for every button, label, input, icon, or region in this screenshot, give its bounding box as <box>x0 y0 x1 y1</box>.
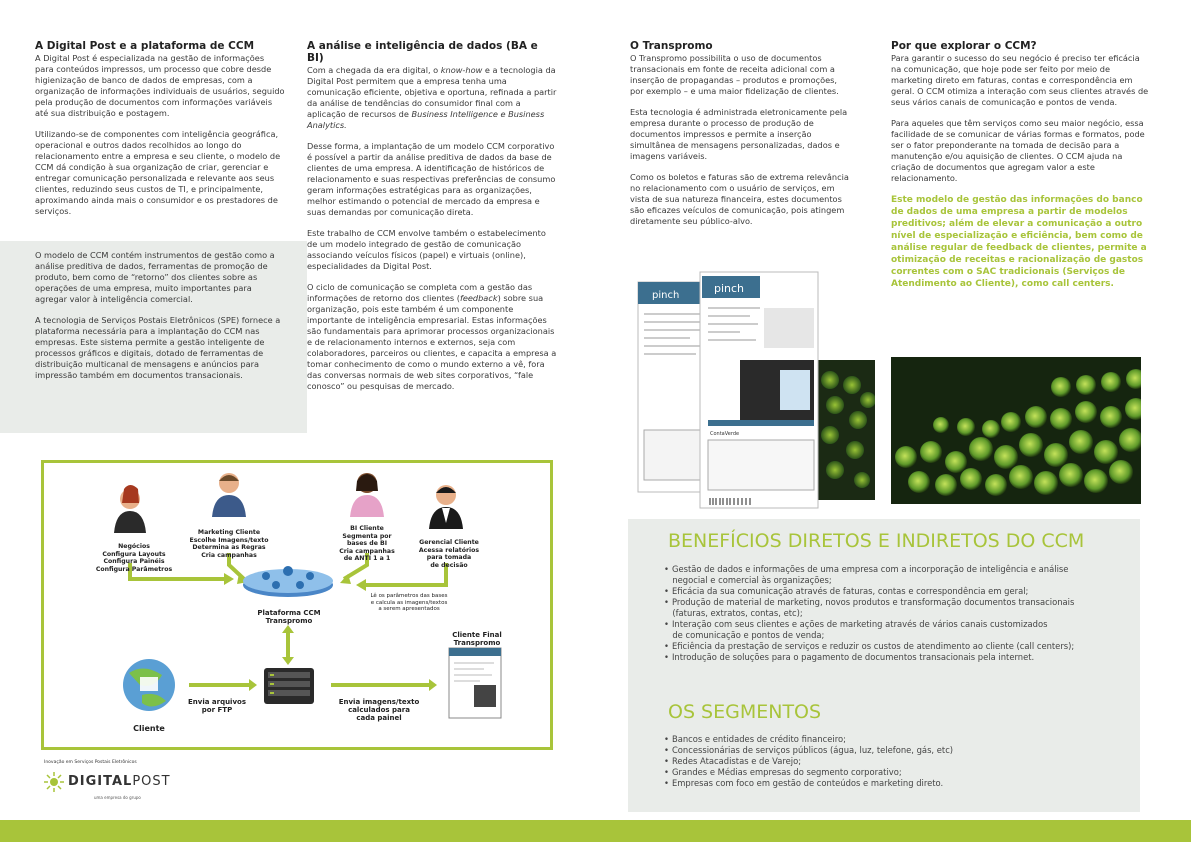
list-item: • Grandes e Médias empresas do segmento corporativo; <box>664 767 902 777</box>
segments-title: OS SEGMENTOS <box>668 701 822 723</box>
paragraph: Para aqueles que têm serviços como seu maior negócio, essa facilidade de se comunicar de várias formas e formatos, pode ser o fator preponderante na tomada de decisão para a manutenção e/ou aquisição de clientes. O CCM ajuda na criação de documentos que agregam valor a este relacionamento. <box>891 118 1145 183</box>
paragraph <box>307 65 557 131</box>
logo-wordmark <box>68 774 171 789</box>
benefits-panel <box>628 519 1140 812</box>
ccm-flow-diagram <box>41 460 553 750</box>
platform-label: Plataforma CCM Transpromo <box>257 609 321 625</box>
benefits-title: BENEFÍCIOS DIRETOS E INDIRETOS DO CCM <box>668 530 1085 552</box>
column-transpromo <box>630 40 850 237</box>
platform-hub-icon <box>243 566 333 597</box>
list-item: • Redes Atacadistas e de Varejo; <box>664 756 802 766</box>
column-ba-bi <box>307 40 557 402</box>
logo-text: POST <box>132 774 171 789</box>
paragraph: A Digital Post é especializada na gestão de informações para conteúdos impressos, um processo que cobre desde higienização de banco de dados de empresas, com a organização de informações individuais de usuários, seguido pela produção de documentos com informações variáveis até sua distribuição e postagem. <box>35 53 285 118</box>
list-item: • Concessionárias de serviços públicos (água, luz, telefone, gás, etc) <box>664 745 954 755</box>
list-item: • Bancos e entidades de crédito financeiro; <box>664 734 846 744</box>
list-item: • Eficiência da prestação de serviços e reduzir os custos de atendimento ao cliente (call centers); <box>664 641 1075 651</box>
list-item: • Gestão de dados e informações de uma empresa com a incorporação de inteligência e análise <box>664 564 1069 574</box>
digital-post-logo <box>44 760 174 808</box>
sun-icon <box>44 772 64 792</box>
benefits-list <box>664 564 1104 663</box>
footer-bar <box>0 820 1191 842</box>
list-item: • Interação com seus clientes e ações de marketing através de vários canais customizados <box>664 619 1048 629</box>
text-italic: feedback <box>459 293 498 303</box>
logo-tagline: Inovação em Serviços Postais Eletrônicos <box>44 760 137 765</box>
list-item: • Empresas com foco em gestão de conteúdos e marketing direto. <box>664 778 944 788</box>
highlight-paragraph: Este modelo de gestão das informações do banco de dados de uma empresa a partir de modelos preditivos; além de elevar a comunicação a outro nível de especialização e eficiência, bem como de análise regular de feedback de clientes, permite a otimização de receitas e racionalização de gastos correntes com o SAC tradicionais (Serviços de Atendimento ao Cliente), como call centers. <box>891 195 1147 289</box>
marketing-person-icon <box>212 473 246 517</box>
text: e a tecnologia da Digital Post permitem que a empresa tenha uma comunicação eficiente, objetiva e oportuna, refinada a partir da análise de tendências do consumidor final com a aplicação de recursos de <box>307 65 557 119</box>
list-item: • Produção de material de marketing, novos produtos e transformação documentos transacionais <box>664 597 1075 607</box>
rule-note-label: Lê os parâmetros das bases e calcula as imagens/textos a serem apresentados <box>370 593 448 612</box>
section-title: Por que explorar o CCM? <box>891 40 1037 52</box>
section-title: A análise e inteligência de dados (BA e BI) <box>307 40 538 64</box>
paragraph: A tecnologia de Serviços Postais Eletrônicos (SPE) fornece a plataforma necessária para a implantação do CCM nas empresas. Este sistema permite a gestão inteligente de processos gráficos e digitais, dotado de ferramentas de distribuição multicanal de mensagens e anúncios para impressão também em documentos transacionais. <box>35 315 281 380</box>
manager-person-icon <box>429 485 463 529</box>
paragraph: Para garantir o sucesso do seu negócio é preciso ter eficácia na comunicação, que hoje pode ser feito por meio de marketing direto em faturas, contas e correspondência em geral. O CCM otimiza a interação com seus clientes através de seus vários canais de comunicação e pontos de venda. <box>891 53 1149 107</box>
list-item: de comunicação e pontos de venda; <box>672 630 825 640</box>
role-bi-label: BI Cliente Segmenta por bases de BI Cria campanhas de ANTI 1 a 1 <box>339 525 395 562</box>
text-italic: know-how <box>440 65 483 75</box>
client-label: Cliente <box>133 724 165 733</box>
paragraph <box>307 282 557 392</box>
paragraph: Esta tecnologia é administrada eletronicamente pela empresa durante o processo de produção de documentos impressos e permite a inserção simultânea de mensagens personalizadas, dados e imagens variáveis. <box>630 107 848 161</box>
section-title: A Digital Post e a plataforma de CCM <box>35 40 255 52</box>
text-italic: Business Intelligence e Business Analytics. <box>307 109 545 130</box>
paragraph: Utilizando-se de componentes com inteligência geográfica, operacional e outros dados recolhidos ao longo do relacionamento entre a empresa e seu cliente, o modelo de CCM dá condição à sua organização de criar, gerenciar e entregar comunicação personalizada e relevante aos seus clientes, reduzindo seus custos de TI, e principalmente, aproximando ainda mais o consumidor e os prestadores de serviços. <box>35 129 281 216</box>
segments-list <box>664 734 1104 789</box>
paragraph: Este trabalho de CCM envolve também o estabelecimento de um modelo integrado de gestão de comunicação associando veículos físicos (papel) e virtuais (online), especialidades da Digital Post. <box>307 228 546 271</box>
list-item: negocial e comercial às organizações; <box>672 575 832 585</box>
ftp-label: Envia arquivos por FTP <box>188 698 246 714</box>
paragraph: O modelo de CCM contém instrumentos de gestão como a análise preditiva de dados, ferramentas de promoção de produto, bem como de “retorno” dos clientes sobre as operações de uma empresa, muito importantes para agregar valor à inteligência comercial. <box>35 250 275 304</box>
text: Com a chegada da era digital, o <box>307 65 441 75</box>
list-item: • Introdução de soluções para o pagamento de documentos transacionais pela internet. <box>664 652 1035 662</box>
logo-mark <box>44 772 64 796</box>
brand-text: pinch <box>652 290 680 301</box>
send-images-label: Envia imagens/texto calculados para cada painel <box>338 698 420 722</box>
business-person-icon <box>114 485 146 533</box>
paragraph: Desse forma, a implantação de um modelo CCM corporativo é possível a partir da análise preditiva de dados da base de clientes de uma empresa. A identificação de históricos de relacionamento e suas respectivas preferências de consumo geram informações estratégicas para as organizações, melhor estimando o potencial de mercado da empresa e suas demandas por comunicação direta. <box>307 141 556 217</box>
bi-person-icon <box>350 473 384 517</box>
role-marketing-label: Marketing Cliente Escolhe Imagens/texto Determina as Regras Cria campanhas <box>189 529 269 559</box>
transpromo-documents-image <box>630 270 875 510</box>
text: O ciclo de comunicação se completa com a gestão das informações de retorno dos clientes ( <box>307 282 533 303</box>
green-bokeh-image <box>891 357 1141 504</box>
client-globe-icon <box>123 659 175 711</box>
final-client-label: Cliente Final Transpromo <box>452 631 502 647</box>
role-manager-label: Gerencial Cliente Acessa relatórios para tomada de decisão <box>418 539 480 569</box>
ccm-info-panel <box>0 241 307 433</box>
paragraph: O Transpromo possibilita o uso de documentos transacionais em fonte de receita adicional com a inserção de propagandas – produtos e promoções, por exemplo – e uma maior fidelização de clientes. <box>630 53 839 96</box>
logo-sub: uma empresa do grupo <box>94 795 141 800</box>
logo-text: DIGITAL <box>68 774 133 789</box>
list-item: • Eficácia da sua comunicação através de faturas, contas e correspondência em geral; <box>664 586 1029 596</box>
column-digital-post <box>35 40 285 227</box>
paragraph: Como os boletos e faturas são de extrema relevância no relacionamento com o usuário de serviços, em vista de sua natureza financeira, estes documentos são eficazes veículos de comunicação, pois atingem diretamente seu público-alvo. <box>630 172 849 226</box>
column-why-ccm <box>891 40 1151 290</box>
role-business-label: Negócios Configura Layouts Configura Painéis Configura Parâmetros <box>95 543 173 573</box>
doc-label: ContaVerde <box>710 431 740 437</box>
list-item: (faturas, extratos, contas, etc); <box>672 608 803 618</box>
server-rack-icon <box>264 668 314 704</box>
section-title: O Transpromo <box>630 40 713 52</box>
brand-text: pinch <box>714 282 745 295</box>
final-document-icon <box>449 648 501 718</box>
text: ) sobre sua organização, pois este também é um componente importante de inteligência empresarial. Estas informações são fundamentais para aprimorar processos organizacionais e de relacionamento internos e externos, seja com colaboradores, parceiros ou clientes, e capacita a empresa a tomar conhecimento de como o mundo externo a vê, fora das conversas normais de web sites corporativos, “fale conosco” ou pesquisas de mercado. <box>307 293 557 391</box>
